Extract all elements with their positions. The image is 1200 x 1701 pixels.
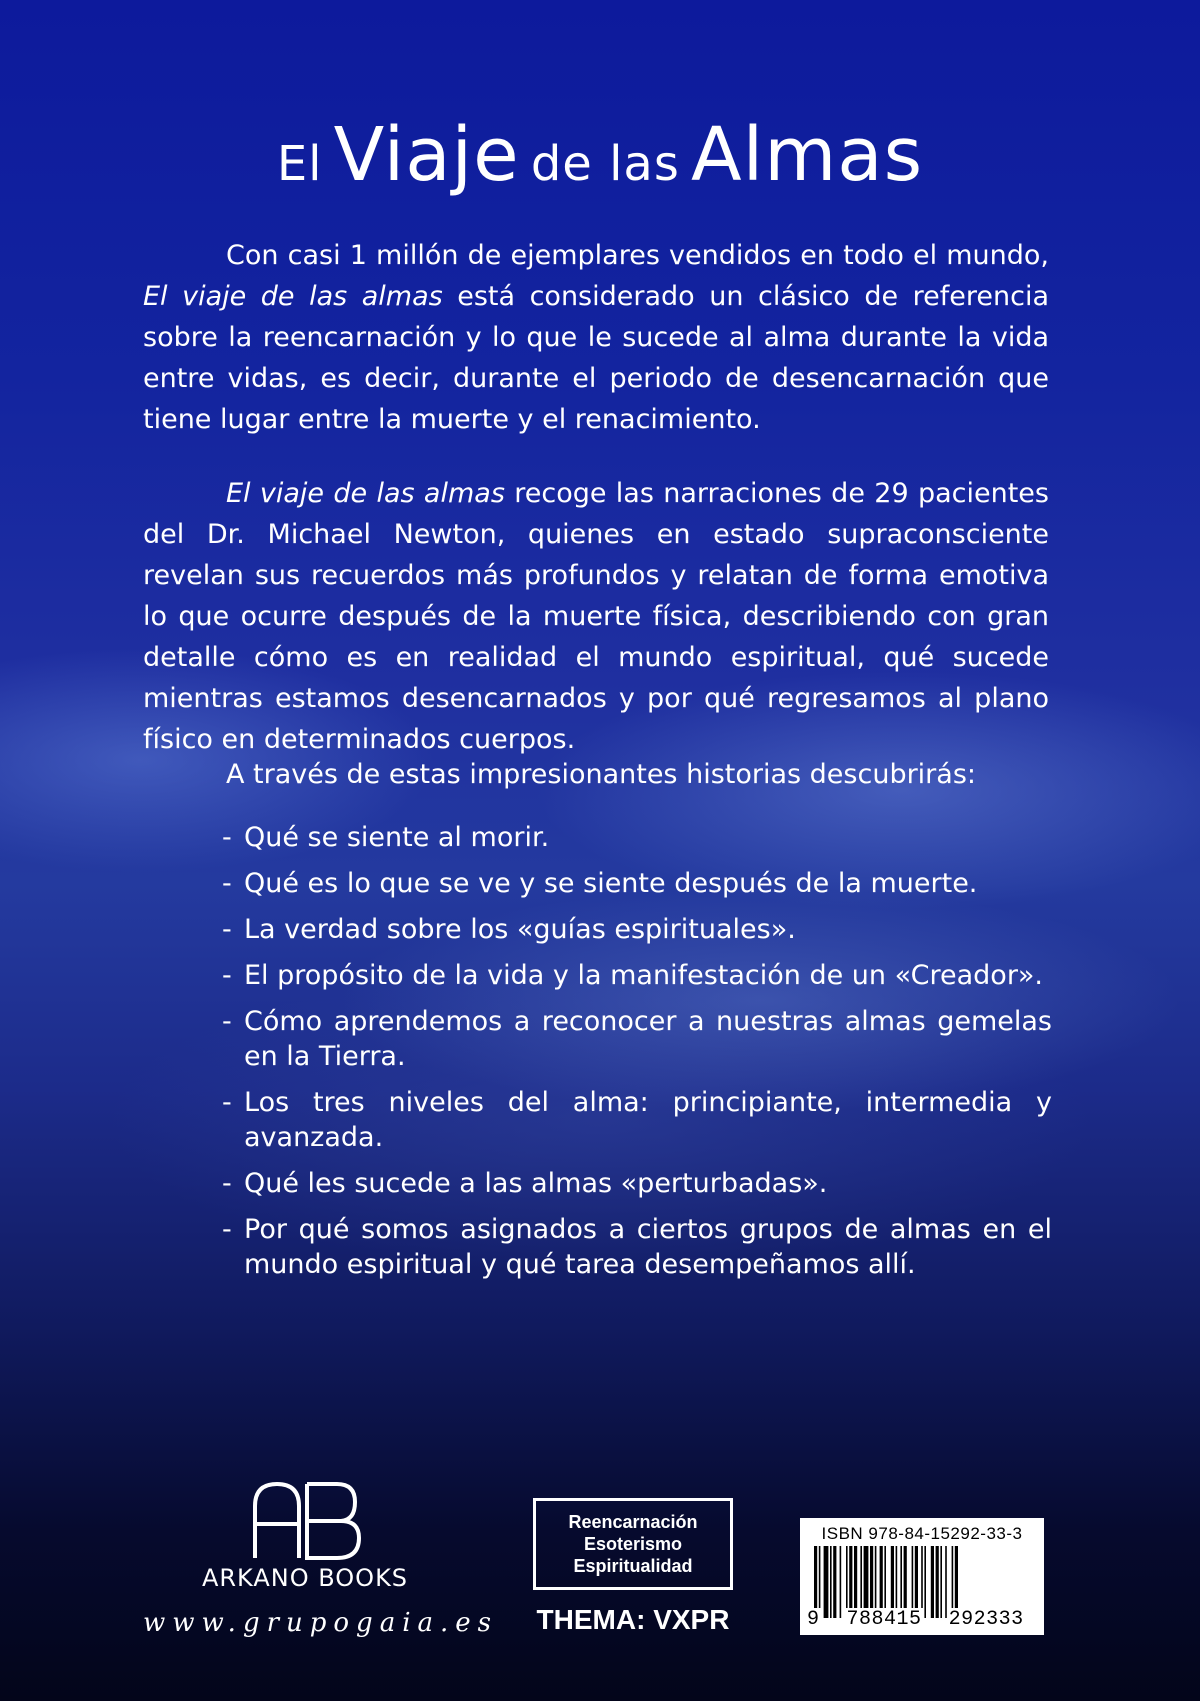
thema-category: Espiritualidad (573, 1556, 693, 1576)
list-dash: - (222, 822, 232, 853)
isbn-digits (806, 1608, 1038, 1631)
book-title (0, 112, 1200, 198)
publisher-logo (195, 1480, 415, 1592)
isbn-digit-group-1: 788415 (846, 1608, 922, 1631)
list-item-text: Cómo aprendemos a reconocer a nuestras almas gemelas en la Tierra. (244, 1006, 1052, 1072)
list-dash: - (222, 1087, 232, 1118)
list-item-text: Qué es lo que se ve y se siente después de la muerte. (244, 868, 978, 899)
p1-text-b: está considerado un clásico de referencia sobre la reencarnación y lo que le sucede al alma durante la vida entre vidas, es decir, durante el periodo de desencarnación que tiene lugar entre la muerte y el renacimiento. (143, 281, 1049, 435)
list-dash: - (222, 960, 232, 991)
thema-category: Esoterismo (583, 1534, 683, 1554)
thema-code: THEMA: VXPR (536, 1604, 730, 1635)
p1-text-a: Con casi 1 millón de ejemplares vendidos en todo el mundo, (226, 240, 1049, 271)
arkano-books-logo-icon (245, 1480, 365, 1560)
title-word-viaje: Viaje (333, 112, 520, 198)
list-intro-text: A través de estas impresionantes historias descubrirás: (226, 759, 976, 790)
list-dash: - (222, 914, 232, 945)
synopsis-paragraph-1 (143, 235, 1049, 440)
list-item (222, 912, 1052, 947)
discoveries-list (222, 820, 1052, 1293)
list-item-text: Los tres niveles del alma: principiante, intermedia y avanzada. (244, 1087, 1052, 1153)
list-item-text: Por qué somos asignados a ciertos grupos de almas en el mundo espiritual y qué tarea desempeñamos allí. (244, 1214, 1052, 1280)
isbn-barcode-box (800, 1518, 1044, 1635)
list-item-text: El propósito de la vida y la manifestación de un «Creador». (244, 960, 1044, 991)
list-dash: - (222, 868, 232, 899)
thema-category: Reencarnación (568, 1512, 698, 1532)
list-dash: - (222, 1168, 232, 1199)
isbn-label: ISBN 978-84-15292-33-3 (821, 1524, 1023, 1543)
list-item (222, 1212, 1052, 1282)
list-intro (143, 754, 1049, 795)
p1-book-title: El viaje de las almas (143, 281, 443, 312)
title-word-el: El (276, 136, 323, 192)
isbn-digit-group-2: 292333 (948, 1608, 1024, 1631)
list-dash: - (222, 1006, 232, 1037)
list-item (222, 1166, 1052, 1201)
title-word-de-las: de las (530, 136, 680, 192)
list-item (222, 820, 1052, 855)
synopsis-paragraph-2 (143, 473, 1049, 760)
list-item (222, 1085, 1052, 1155)
title-word-almas: Almas (691, 112, 924, 198)
list-item (222, 866, 1052, 901)
p2-text-b: recoge las narraciones de 29 pacientes del Dr. Michael Newton, quienes en estado supraconsciente revelan sus recuerdos más profundos y relatan de forma emotiva lo que ocurre después de la muerte física, describiendo con gran detalle cómo es en realidad el mundo espiritual, qué sucede mientras estamos desencarnados y por qué regresamos al plano físico en determinados cuerpos. (143, 478, 1049, 755)
publisher-name: ARKANO BOOKS (201, 1564, 409, 1592)
list-item-text: La verdad sobre los «guías espirituales». (244, 914, 796, 945)
list-dash: - (222, 1214, 232, 1245)
list-item-text: Qué les sucede a las almas «perturbadas». (244, 1168, 828, 1199)
list-item-text: Qué se siente al morir. (244, 822, 550, 853)
publisher-website: www.grupogaia.es (143, 1608, 499, 1638)
list-item (222, 1004, 1052, 1074)
thema-categories-box (533, 1498, 733, 1590)
isbn-digit-first: 9 (807, 1608, 820, 1631)
p2-book-title: El viaje de las almas (226, 478, 505, 509)
list-item (222, 958, 1052, 993)
